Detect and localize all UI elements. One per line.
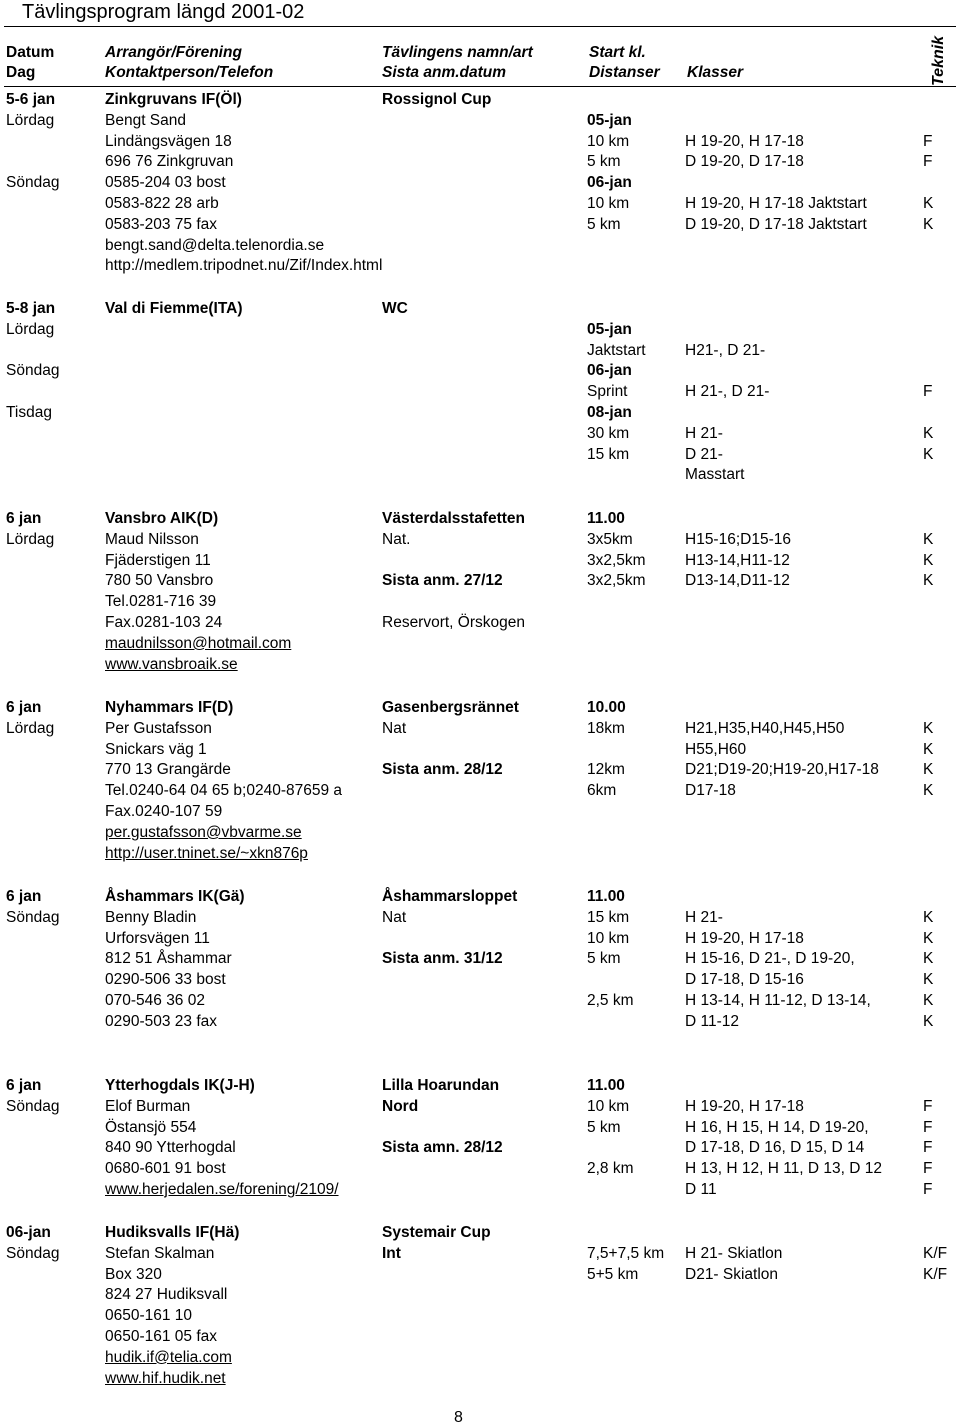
- table-row: [0, 382, 960, 403]
- table-row: [0, 341, 960, 362]
- table-row: [0, 1118, 960, 1139]
- table-row: [0, 592, 960, 613]
- classes-cell: D13-14,D11-12: [685, 572, 790, 590]
- technique-cell: K/F: [923, 1244, 948, 1262]
- classes-cell: H 19-20, H 17-18: [685, 1097, 804, 1115]
- distance-cell: 5+5 km: [587, 1265, 639, 1283]
- classes-cell: H 13-14, H 11-12, D 13-14,: [685, 991, 871, 1009]
- classes-cell: H15-16;D15-16: [685, 530, 791, 548]
- organizer-cell: 0680-601 91 bost: [105, 1160, 226, 1178]
- classes-cell: H 19-20, H 17-18: [685, 132, 804, 150]
- table-row: [0, 299, 960, 320]
- table-row: [0, 760, 960, 781]
- table-row: [0, 90, 960, 111]
- header-datum: Datum: [6, 44, 55, 61]
- table-row: [0, 781, 960, 802]
- organizer-cell: Ytterhogdals IK(J-H): [105, 1077, 255, 1094]
- technique-cell: K: [923, 424, 934, 442]
- distance-cell: 7,5+7,5 km: [587, 1244, 665, 1262]
- technique-cell: K: [923, 572, 934, 590]
- organizer-cell: Box 320: [105, 1265, 162, 1283]
- distance-cell: 5 km: [587, 215, 621, 233]
- organizer-cell: 0583-203 75 fax: [105, 215, 218, 233]
- competition-cell: Nat: [382, 908, 407, 926]
- organizer-cell: 696 76 Zinkgruvan: [105, 153, 234, 171]
- organizer-cell: Tel.0240-64 04 65 b;0240-87659 a: [105, 782, 343, 800]
- day-cell: 6 jan: [6, 888, 42, 905]
- technique-cell: K: [923, 761, 934, 779]
- organizer-cell: Östansjö 554: [105, 1118, 197, 1136]
- organizer-cell: Fax.0281-103 24: [105, 613, 223, 631]
- distance-cell: 2,8 km: [587, 1160, 634, 1178]
- technique-cell: K/F: [923, 1265, 948, 1283]
- table-row: [0, 132, 960, 153]
- technique-cell: K: [923, 719, 934, 737]
- distance-cell: 3x2,5km: [587, 572, 646, 590]
- organizer-cell: Val di Fiemme(ITA): [105, 300, 243, 317]
- distance-cell: 10 km: [587, 1097, 630, 1115]
- day-cell: 6 jan: [6, 510, 42, 527]
- table-row: [0, 320, 960, 341]
- distance-cell: 5 km: [587, 153, 621, 171]
- classes-cell: H 13, H 12, H 11, D 13, D 12: [685, 1160, 883, 1178]
- organizer-cell: Bengt Sand: [105, 111, 187, 129]
- competition-cell: Gasenbergsrännet: [382, 699, 519, 716]
- distance-cell: 3x2,5km: [587, 551, 646, 569]
- classes-cell: D 11: [685, 1180, 717, 1198]
- table-row: [0, 991, 960, 1012]
- organizer-cell: 780 50 Vansbro: [105, 572, 214, 590]
- distance-cell: 15 km: [587, 445, 630, 463]
- competition-cell: Sista amn. 28/12: [382, 1139, 503, 1157]
- table-row: [0, 1348, 960, 1369]
- competition-cell: Nat: [382, 719, 407, 737]
- classes-cell: H 21-, D 21-: [685, 383, 770, 401]
- competition-cell: Västerdalsstafetten: [382, 510, 526, 527]
- contact-link[interactable]: maudnilsson@hotmail.com: [105, 634, 292, 652]
- distance-cell: 05-jan: [587, 111, 632, 129]
- classes-cell: Masstart: [685, 466, 745, 484]
- organizer-cell: 824 27 Hudiksvall: [105, 1286, 228, 1304]
- classes-cell: H55,H60: [685, 740, 747, 758]
- organizer-cell: Vansbro AIK(D): [105, 510, 219, 527]
- table-row: [0, 1265, 960, 1286]
- distance-cell: 06-jan: [587, 362, 632, 380]
- distance-cell: 11.00: [587, 510, 625, 527]
- organizer-cell: Maud Nilsson: [105, 530, 199, 548]
- header-rule: [4, 86, 956, 87]
- table-row: [0, 740, 960, 761]
- classes-cell: H 19-20, H 17-18: [685, 929, 804, 947]
- organizer-cell: 840 90 Ytterhogdal: [105, 1139, 236, 1157]
- table-row: [0, 256, 960, 277]
- organizer-cell: Fjäderstigen 11: [105, 551, 211, 569]
- table-row: [0, 465, 960, 486]
- classes-cell: D21;D19-20;H19-20,H17-18: [685, 761, 879, 779]
- page-title: Tävlingsprogram längd 2001-02: [22, 1, 305, 23]
- technique-cell: K: [923, 782, 934, 800]
- technique-cell: K: [923, 445, 934, 463]
- organizer-cell: Urforsvägen 11: [105, 929, 210, 947]
- contact-link[interactable]: www.herjedalen.se/forening/2109/: [105, 1180, 339, 1198]
- table-row: [0, 530, 960, 551]
- day-cell: 6 jan: [6, 699, 42, 716]
- header-kontakt: Kontaktperson/Telefon: [105, 64, 274, 81]
- technique-cell: F: [923, 383, 933, 401]
- organizer-cell: bengt.sand@delta.telenordia.se: [105, 236, 325, 254]
- table-row: [0, 152, 960, 173]
- distance-cell: 5 km: [587, 950, 621, 968]
- competition-cell: Nord: [382, 1097, 419, 1115]
- organizer-cell: Stefan Skalman: [105, 1244, 215, 1262]
- table-row: [0, 173, 960, 194]
- classes-cell: H 21-: [685, 908, 723, 926]
- distance-cell: 12km: [587, 761, 625, 779]
- event-nyhammar: [0, 698, 960, 864]
- organizer-cell: 812 51 Åshammar: [105, 950, 232, 968]
- day-cell: Lördag: [6, 719, 55, 737]
- day-cell: Söndag: [6, 362, 60, 380]
- distance-cell: Sprint: [587, 383, 628, 401]
- day-cell: 5-6 jan: [6, 91, 56, 108]
- technique-cell: F: [923, 1160, 933, 1178]
- table-row: [0, 887, 960, 908]
- distance-cell: 3x5km: [587, 530, 633, 548]
- table-row: [0, 194, 960, 215]
- header-start: Start kl.: [589, 44, 646, 61]
- competition-cell: WC: [382, 300, 408, 317]
- distance-cell: 6km: [587, 782, 617, 800]
- event-val-di-fiemme: [0, 299, 960, 486]
- organizer-cell: 070-546 36 02: [105, 991, 205, 1009]
- day-cell: Söndag: [6, 908, 60, 926]
- classes-cell: D 17-18, D 15-16: [685, 971, 804, 989]
- header-arrangor: Arrangör/Förening: [105, 44, 242, 61]
- table-row: [0, 236, 960, 257]
- distance-cell: 11.00: [587, 1077, 625, 1094]
- table-row: [0, 1097, 960, 1118]
- classes-cell: H 21-: [685, 424, 723, 442]
- contact-link[interactable]: hudik.if@telia.com: [105, 1348, 232, 1366]
- day-cell: Lördag: [6, 111, 55, 129]
- table-row: [0, 1012, 960, 1033]
- organizer-cell: Elof Burman: [105, 1097, 191, 1115]
- organizer-cell: Per Gustafsson: [105, 719, 212, 737]
- classes-cell: H21-, D 21-: [685, 341, 766, 359]
- technique-cell: K: [923, 971, 934, 989]
- distance-cell: 5 km: [587, 1118, 621, 1136]
- distance-cell: 30 km: [587, 424, 630, 442]
- classes-cell: H 15-16, D 21-, D 19-20,: [685, 950, 855, 968]
- day-cell: Lördag: [6, 320, 55, 338]
- classes-cell: D 19-20, D 17-18: [685, 153, 804, 171]
- organizer-cell: 770 13 Grangärde: [105, 761, 231, 779]
- organizer-cell: Nyhammars IF(D): [105, 699, 234, 716]
- distance-cell: 10.00: [587, 699, 626, 716]
- header-sista: Sista anm.datum: [382, 64, 507, 81]
- table-row: [0, 719, 960, 740]
- technique-cell: K: [923, 530, 934, 548]
- contact-link[interactable]: per.gustafsson@vbvarme.se: [105, 823, 302, 841]
- technique-cell: K: [923, 194, 934, 212]
- organizer-cell: http://medlem.tripodnet.nu/Zif/Index.html: [105, 257, 383, 275]
- table-row: [0, 908, 960, 929]
- top-rule: [4, 26, 956, 27]
- distance-cell: 10 km: [587, 929, 630, 947]
- table-row: [0, 111, 960, 132]
- technique-cell: F: [923, 1180, 933, 1198]
- classes-cell: H 21- Skiatlon: [685, 1244, 783, 1262]
- technique-cell: K: [923, 991, 934, 1009]
- technique-cell: K: [923, 929, 934, 947]
- day-cell: Söndag: [6, 174, 60, 192]
- table-row: [0, 571, 960, 592]
- distance-cell: 2,5 km: [587, 991, 634, 1009]
- table-row: [0, 844, 960, 865]
- organizer-cell: 0650-161 05 fax: [105, 1327, 218, 1345]
- technique-cell: F: [923, 1118, 933, 1136]
- classes-cell: D21- Skiatlon: [685, 1265, 779, 1283]
- organizer-cell: 0583-822 28 arb: [105, 194, 219, 212]
- contact-link[interactable]: www.vansbroaik.se: [105, 655, 238, 673]
- organizer-cell: Zinkgruvans IF(Öl): [105, 91, 242, 108]
- classes-cell: D17-18: [685, 782, 736, 800]
- organizer-cell: Fax.0240-107 59: [105, 802, 223, 820]
- day-cell: 6 jan: [6, 1077, 42, 1094]
- organizer-cell: Åshammars IK(Gä): [105, 888, 245, 905]
- table-row: [0, 655, 960, 676]
- day-cell: Söndag: [6, 1244, 60, 1262]
- table-row: [0, 1076, 960, 1097]
- organizer-cell: Tel.0281-716 39: [105, 593, 217, 611]
- organizer-cell: Snickars väg 1: [105, 740, 207, 758]
- distance-cell: 15 km: [587, 908, 630, 926]
- event-ashammar: [0, 887, 960, 1033]
- event-ytterhogdal: [0, 1076, 960, 1201]
- classes-cell: H 16, H 15, H 14, D 19-20,: [685, 1118, 869, 1136]
- day-cell: 5-8 jan: [6, 300, 56, 317]
- technique-cell: K: [923, 740, 934, 758]
- contact-link[interactable]: www.hif.hudik.net: [105, 1369, 226, 1387]
- organizer-cell: Lindängsvägen 18: [105, 132, 232, 150]
- competition-cell: Sista anm. 31/12: [382, 950, 503, 968]
- technique-cell: K: [923, 215, 934, 233]
- header-teknik: Teknik: [930, 35, 947, 86]
- distance-cell: 18km: [587, 719, 625, 737]
- organizer-cell: 0290-503 23 fax: [105, 1012, 218, 1030]
- competition-cell: Lilla Hoarundan: [382, 1077, 500, 1094]
- technique-cell: F: [923, 1097, 933, 1115]
- table-row: [0, 361, 960, 382]
- event-vansbro: [0, 509, 960, 675]
- table-row: [0, 698, 960, 719]
- technique-cell: K: [923, 908, 934, 926]
- table-row: [0, 1327, 960, 1348]
- day-cell: Söndag: [6, 1097, 60, 1115]
- table-row: [0, 445, 960, 466]
- distance-cell: 05-jan: [587, 320, 632, 338]
- table-row: [0, 403, 960, 424]
- organizer-cell: 0650-161 10: [105, 1307, 193, 1325]
- header-tavling: Tävlingens namn/art: [382, 44, 533, 61]
- classes-cell: H 19-20, H 17-18 Jaktstart: [685, 194, 867, 212]
- competition-cell: Int: [382, 1244, 401, 1262]
- competition-cell: Reservort, Örskogen: [382, 613, 525, 631]
- day-cell: Tisdag: [6, 403, 52, 421]
- table-row: [0, 1285, 960, 1306]
- table-row: [0, 1369, 960, 1390]
- table-row: [0, 634, 960, 655]
- classes-cell: H21,H35,H40,H45,H50: [685, 719, 845, 737]
- table-row: [0, 1223, 960, 1244]
- table-row: [0, 823, 960, 844]
- competition-cell: Nat.: [382, 530, 411, 548]
- competition-cell: Systemair Cup: [382, 1224, 491, 1241]
- classes-cell: D 11-12: [685, 1012, 739, 1030]
- table-row: [0, 929, 960, 950]
- event-hudiksvall: [0, 1223, 960, 1389]
- header-dag: Dag: [6, 64, 36, 81]
- contact-link[interactable]: http://user.tninet.se/~xkn876p: [105, 844, 308, 862]
- distance-cell: 08-jan: [587, 403, 632, 421]
- distance-cell: 10 km: [587, 194, 630, 212]
- classes-cell: D 17-18, D 16, D 15, D 14: [685, 1139, 865, 1157]
- table-row: [0, 509, 960, 530]
- day-cell: Lördag: [6, 530, 55, 548]
- table-row: [0, 949, 960, 970]
- table-row: [0, 970, 960, 991]
- table-row: [0, 1244, 960, 1265]
- table-row: [0, 1180, 960, 1201]
- distance-cell: 10 km: [587, 132, 630, 150]
- competition-cell: Rossignol Cup: [382, 91, 492, 108]
- organizer-cell: 0290-506 33 bost: [105, 971, 226, 989]
- technique-cell: K: [923, 1012, 934, 1030]
- table-row: [0, 1138, 960, 1159]
- header-klasser: Klasser: [687, 64, 744, 81]
- technique-cell: K: [923, 950, 934, 968]
- competition-cell: Sista anm. 27/12: [382, 572, 503, 590]
- distance-cell: Jaktstart: [587, 341, 646, 359]
- technique-cell: F: [923, 153, 933, 171]
- table-row: [0, 215, 960, 236]
- competition-cell: Åshammarsloppet: [382, 888, 518, 905]
- organizer-cell: Benny Bladin: [105, 908, 197, 926]
- organizer-cell: 0585-204 03 bost: [105, 174, 226, 192]
- event-zinkgruvan: [0, 90, 960, 277]
- header-distanser: Distanser: [589, 64, 660, 81]
- table-row: [0, 1159, 960, 1180]
- organizer-cell: Hudiksvalls IF(Hä): [105, 1224, 240, 1241]
- technique-cell: K: [923, 551, 934, 569]
- technique-cell: F: [923, 1139, 933, 1157]
- classes-cell: D 19-20, D 17-18 Jaktstart: [685, 215, 867, 233]
- classes-cell: H13-14,H11-12: [685, 551, 790, 569]
- distance-cell: 11.00: [587, 888, 625, 905]
- table-row: [0, 802, 960, 823]
- competition-cell: Sista anm. 28/12: [382, 761, 503, 779]
- table-row: [0, 551, 960, 572]
- distance-cell: 06-jan: [587, 174, 632, 192]
- table-row: [0, 1306, 960, 1327]
- classes-cell: D 21-: [685, 445, 723, 463]
- page-number: 8: [454, 1409, 463, 1426]
- table-row: [0, 613, 960, 634]
- table-row: [0, 424, 960, 445]
- technique-cell: F: [923, 132, 933, 150]
- day-cell: 06-jan: [6, 1224, 51, 1241]
